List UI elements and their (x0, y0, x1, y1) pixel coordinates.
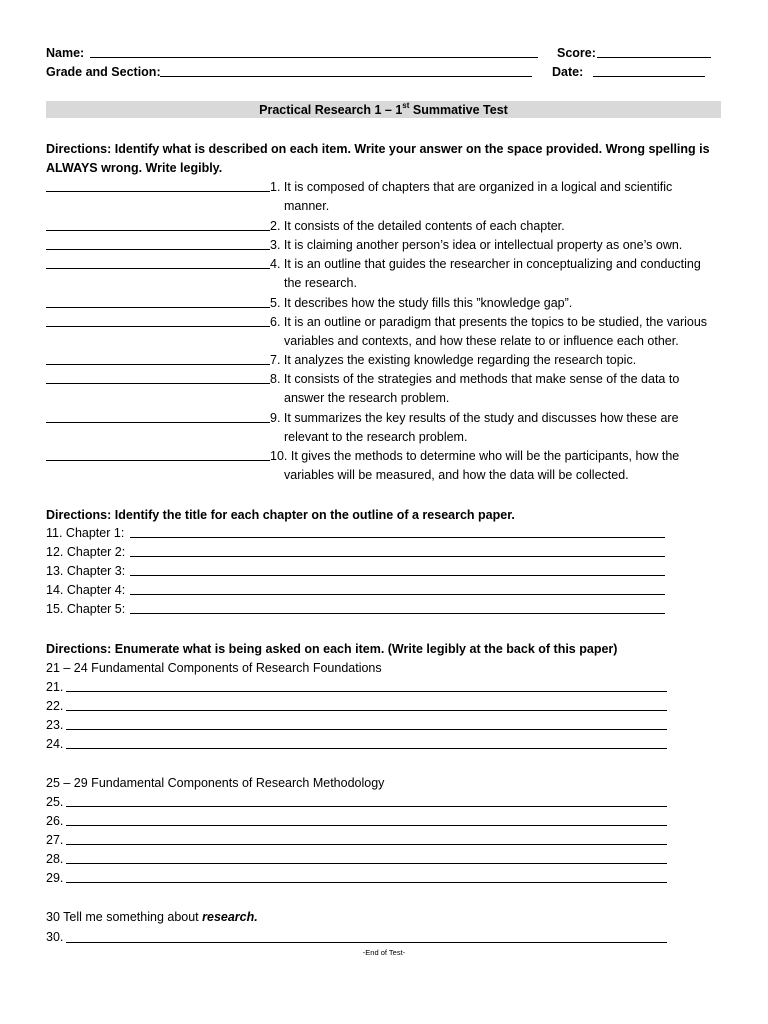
item-text: 5. It describes how the study fills this ”knowledge gap”. (270, 296, 573, 310)
item-text: 7. It analyzes the existing knowledge regarding the research topic. (270, 353, 637, 367)
name-label: Name: (46, 46, 85, 60)
grade-section-field[interactable] (160, 76, 532, 77)
answer-label: 23. (46, 718, 64, 732)
answer-blank[interactable] (46, 249, 270, 250)
section1-directions: Directions: Identify what is described on each item. Write your answer on the space provided. Wrong spelling is (46, 142, 710, 156)
answer-label: 26. (46, 814, 64, 828)
answer-blank[interactable] (46, 307, 270, 308)
answer-blank[interactable] (46, 268, 270, 269)
answer-blank[interactable] (46, 230, 270, 231)
answer-line[interactable] (66, 844, 667, 845)
item-text-cont: the research. (284, 276, 357, 290)
group1-heading: 21 – 24 Fundamental Components of Research Foundations (46, 661, 382, 675)
item-text: 2. It consists of the detailed contents of each chapter. (270, 219, 565, 233)
item-text-cont: answer the research problem. (284, 391, 450, 405)
chapter-answer-line[interactable] (130, 537, 665, 538)
item-text: 3. It is claiming another person’s idea or intellectual property as one’s own. (270, 238, 683, 252)
chapter-answer-line[interactable] (130, 556, 665, 557)
answer-line[interactable] (66, 806, 667, 807)
item-text: 4. It is an outline that guides the researcher in conceptualizing and conducting (270, 257, 701, 271)
page-title: Practical Research 1 – 1st Summative Test (259, 101, 508, 117)
item-text: 8. It consists of the strategies and methods that make sense of the data to (270, 372, 680, 386)
chapter-answer-line[interactable] (130, 613, 665, 614)
answer-line[interactable] (66, 825, 667, 826)
item-text: 6. It is an outline or paradigm that presents the topics to be studied, the various (270, 315, 708, 329)
answer-blank[interactable] (46, 460, 270, 461)
answer-blank[interactable] (46, 364, 270, 365)
date-label: Date: (552, 65, 584, 79)
answer-line[interactable] (66, 748, 667, 749)
answer-label: 21. (46, 680, 64, 694)
answer-line[interactable] (66, 729, 667, 730)
answer-blank[interactable] (46, 326, 270, 327)
answer-label: 24. (46, 737, 64, 751)
answer-line[interactable] (66, 710, 667, 711)
answer-label-30: 30. (46, 930, 64, 944)
name-field[interactable] (90, 57, 538, 58)
score-field[interactable] (597, 57, 711, 58)
section1-directions-cont: ALWAYS wrong. Write legibly. (46, 161, 223, 175)
chapter-label: 12. Chapter 2: (46, 545, 126, 559)
end-of-test: -End of Test- (362, 948, 406, 957)
chapter-label: 14. Chapter 4: (46, 583, 126, 597)
answer-label: 28. (46, 852, 64, 866)
item-text: 10. It gives the methods to determine who will be the participants, how the (270, 449, 680, 463)
answer-label: 22. (46, 699, 64, 713)
item-text-cont: relevant to the research problem. (284, 430, 468, 444)
question-30: 30 Tell me something about research. (46, 910, 258, 924)
item-text-cont: manner. (284, 199, 330, 213)
answer-blank[interactable] (46, 383, 270, 384)
answer-line[interactable] (66, 691, 667, 692)
answer-line[interactable] (66, 863, 667, 864)
score-label: Score: (557, 46, 596, 60)
answer-label: 29. (46, 871, 64, 885)
chapter-answer-line[interactable] (130, 594, 665, 595)
chapter-label: 11. Chapter 1: (46, 526, 125, 540)
answer-line[interactable] (66, 882, 667, 883)
chapter-label: 15. Chapter 5: (46, 602, 126, 616)
date-field[interactable] (593, 76, 705, 77)
answer-label: 25. (46, 795, 64, 809)
answer-blank[interactable] (46, 191, 270, 192)
answer-label: 27. (46, 833, 64, 847)
section2-directions: Directions: Identify the title for each chapter on the outline of a research paper. (46, 508, 515, 522)
item-text: 9. It summarizes the key results of the study and discusses how these are (270, 411, 679, 425)
item-text: 1. It is composed of chapters that are organized in a logical and scientific (270, 180, 673, 194)
answer-blank[interactable] (46, 422, 270, 423)
chapter-answer-line[interactable] (130, 575, 665, 576)
grade-section-label: Grade and Section: (46, 65, 161, 79)
section3-directions: Directions: Enumerate what is being asked on each item. (Write legibly at the back of this paper) (46, 642, 618, 656)
item-text-cont: variables will be measured, and how the data will be collected. (284, 468, 629, 482)
chapter-label: 13. Chapter 3: (46, 564, 126, 578)
item-text-cont: variables and contexts, and how these relate to or influence each other. (284, 334, 679, 348)
answer-line-30[interactable] (66, 942, 667, 943)
group2-heading: 25 – 29 Fundamental Components of Research Methodology (46, 776, 385, 790)
